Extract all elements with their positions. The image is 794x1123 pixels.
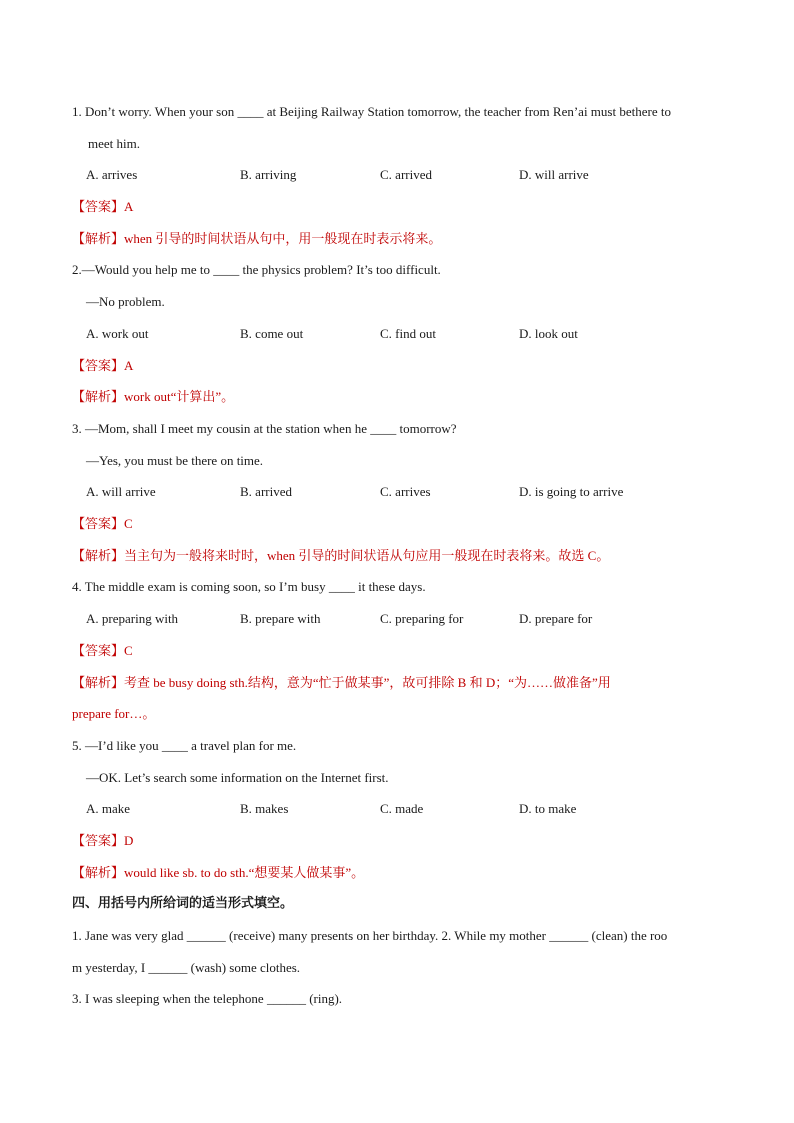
question-1-analysis [72,231,441,248]
question-5-option-d: D. to make [519,801,577,816]
question-1-option-d: D. will arrive [519,167,589,182]
question-2-stem-cont: —No problem. [86,294,165,309]
question-2-answer [72,358,133,375]
question-4-option-c: C. preparing for [380,611,464,626]
question-1-answer [72,199,133,216]
answer-value: A [124,358,134,373]
question-2-option-d: D. look out [519,326,578,341]
answer-tag: 【答案】 [72,517,125,532]
answer-tag: 【答案】 [72,359,125,374]
analysis-tag: 【解析】 [72,866,125,881]
question-3-analysis [72,548,609,565]
question-5-stem: 5. —I’d like you ____ a travel plan for me. [72,738,297,753]
question-2-stem: 2.—Would you help me to ____ the physics problem? It’s too difficult. [72,262,441,277]
analysis-tag: 【解析】 [72,676,125,691]
question-3-stem-cont: —Yes, you must be there on time. [86,453,264,468]
answer-value: A [124,199,134,214]
question-4-analysis-cont: prepare for…。 [72,706,156,721]
analysis-text: work out“计算出”。 [124,389,235,404]
analysis-tag: 【解析】 [72,232,125,247]
question-3-option-b: B. arrived [240,484,292,499]
answer-tag: 【答案】 [72,834,125,849]
question-1-stem: 1. Don’t worry. When your son ____ at Beijing Railway Station tomorrow, the teacher from Ren’ai must bethere to [72,104,671,119]
answer-value: C [124,643,133,658]
answer-value: D [124,833,134,848]
analysis-tag: 【解析】 [72,549,125,564]
question-1-option-c: C. arrived [380,167,432,182]
question-3-option-d: D. is going to arrive [519,484,624,499]
analysis-tag: 【解析】 [72,390,125,405]
question-1-stem-cont: meet him. [88,136,140,151]
analysis-text: 当主句为一般将来时时，when 引导的时间状语从句应用一般现在时表将来。故选 C。 [124,548,610,563]
answer-value: C [124,516,133,531]
question-3-answer [72,516,133,533]
section-4-heading: 四、用括号内所给词的适当形式填空。 [72,896,294,911]
analysis-text: when 引导的时间状语从句中，用一般现在时表示将来。 [124,231,442,246]
question-4-stem: 4. The middle exam is coming soon, so I’m busy ____ it these days. [72,579,426,594]
question-2-analysis [72,389,234,406]
question-3-option-a: A. will arrive [86,484,156,499]
question-4-option-b: B. prepare with [240,611,321,626]
section-4-line-1: 1. Jane was very glad ______ (receive) many presents on her birthday. 2. While my mother ______ (clean) the roo [72,928,668,943]
question-3-option-c: C. arrives [380,484,431,499]
question-1-option-b: B. arriving [240,167,297,182]
question-5-answer [72,833,133,850]
question-5-option-c: C. made [380,801,424,816]
question-5-stem-cont: —OK. Let’s search some information on the Internet first. [86,770,389,785]
analysis-text: 考查 be busy doing sth.结构，意为“忙于做某事”，故可排除 B 和 D；“为……做准备”用 [124,675,611,690]
question-2-option-a: A. work out [86,326,149,341]
question-5-analysis [72,865,364,882]
question-3-stem: 3. —Mom, shall I meet my cousin at the station when he ____ tomorrow? [72,421,457,436]
question-2-option-c: C. find out [380,326,436,341]
question-4-option-a: A. preparing with [86,611,179,626]
answer-tag: 【答案】 [72,200,125,215]
question-4-option-d: D. prepare for [519,611,593,626]
question-1-option-a: A. arrives [86,167,138,182]
answer-tag: 【答案】 [72,644,125,659]
analysis-text: would like sb. to do sth.“想要某人做某事”。 [124,865,365,880]
question-5-option-a: A. make [86,801,131,816]
section-4-line-3: 3. I was sleeping when the telephone ______ (ring). [72,991,343,1006]
question-5-option-b: B. makes [240,801,289,816]
question-4-analysis [72,675,611,692]
section-4-line-2: m yesterday, I ______ (wash) some clothes. [72,960,301,975]
question-4-answer [72,643,133,660]
question-2-option-b: B. come out [240,326,304,341]
